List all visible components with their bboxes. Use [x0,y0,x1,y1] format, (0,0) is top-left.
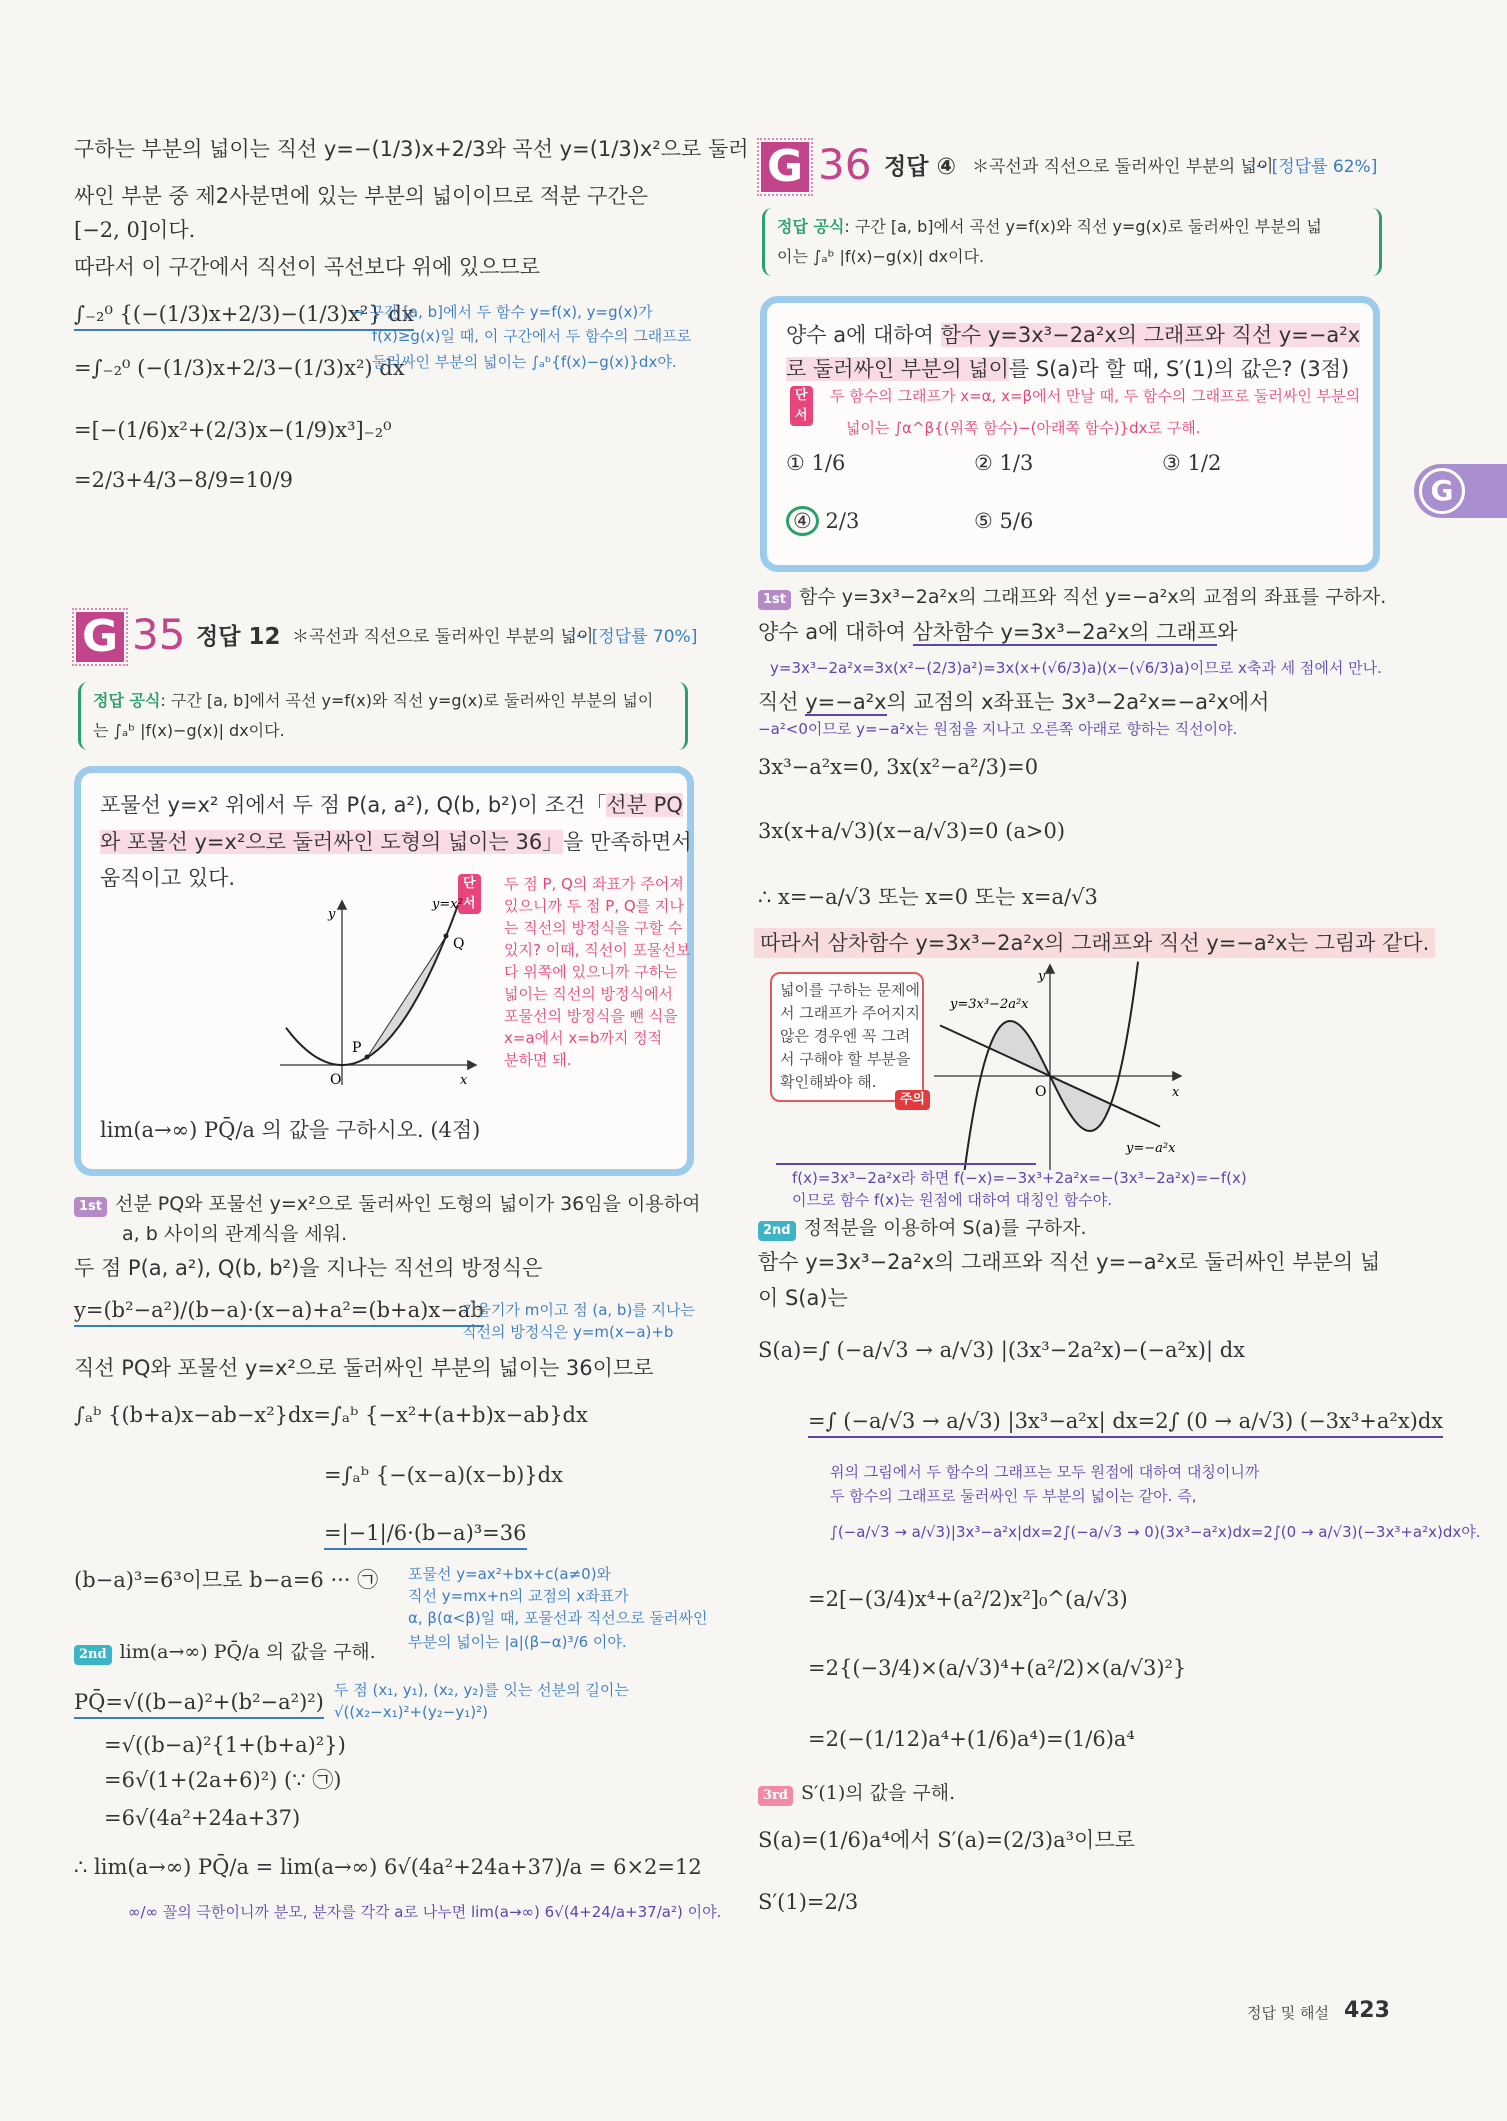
solution-line: ∫ₐᵇ {(b+a)x−ab−x²}dx=∫ₐᵇ {−x²+(a+b)x−ab}dx [74,1403,588,1427]
step-text: 정적분을 이용하여 S(a)를 구하자. [803,1217,1087,1239]
origin-label: O [1035,1084,1047,1100]
choice-value: 2/3 [825,509,860,533]
problem-text [786,354,1349,384]
hint-line: x=a에서 x=b까지 정적 [504,1029,663,1047]
side-note: √((x₂−x₁)²+(y₂−y₁)²) [334,1703,488,1721]
hint-line: 분하면 돼. [504,1051,572,1069]
side-note: ∞/∞ 꼴의 극한이니까 분모, 분자를 각각 a로 나누면 lim(a→∞) 6√(4+24/a+37/a²) 이야. [128,1903,722,1921]
point-q-label: Q [453,936,465,952]
problem-number: 36 [818,140,872,189]
parabola-graph [260,890,480,1090]
hint-line: 있으니까 두 점 P, Q를 지나 [504,897,684,915]
callout-line: 않은 경우엔 꼭 그려 [780,1027,911,1045]
problem-text-part: 양수 a에 대하여 [786,323,941,347]
x-axis-label: x [1172,1085,1180,1100]
problem-text-part: 를 S(a)라 할 때, S′(1)의 값은? (3점) [1008,357,1350,381]
enclosed-region [367,936,446,1057]
page-number: 423 [1344,1998,1390,2023]
intro-line: [−2, 0]이다. [74,218,196,242]
solution-line [758,617,1237,647]
side-note: y=3x³−2a²x=3x(x²−(2/3)a²)=3x(x+(√6/3)a)(x−(√6/3)a)이므로 x축과 세 점에서 만나. [770,659,1382,677]
correct-rate: ··· [정답률 62%] [1250,157,1378,177]
step-text: a, b 사이의 관계식을 세워. [122,1223,348,1245]
highlighted-condition: 선분 PQ [606,793,683,817]
solution-line: =|−1|/6·(b−a)³=36 [324,1518,527,1550]
step-1 [74,1190,700,1218]
hint-line: 다 위쪽에 있으니까 구하는 [504,963,678,981]
intro-equation: =[−(1/6)x²+(2/3)x−(1/9)x³]₋₂⁰ [74,418,392,442]
highlighted-condition: 로 둘러싸인 부분의 넓이 [786,357,1009,381]
choice-value: 1/3 [999,451,1034,475]
side-note: 두 점 (x₁, y₁), (x₂, y₂)를 잇는 선분의 길이는 [334,1681,629,1699]
point-p-label: P [352,1040,362,1056]
choice-3[interactable] [1162,448,1221,478]
choice-number: ⑤ [974,509,993,533]
highlighted-condition: 함수 y=3x³−2a²x의 그래프와 직선 y=−a²x [940,323,1361,347]
side-note: ∫(−a/√3 → a/√3)|3x³−a²x|dx=2∫(−a/√3 → 0)(3x³−a²x)dx=2∫(0 → a/√3)(−3x³+a²x)dx야. [830,1523,1481,1541]
step-tag: 3rd [758,1786,793,1806]
side-note: 부분의 넓이는 |a|(β−α)³/6 이야. [408,1633,627,1651]
choice-value: 5/6 [999,509,1034,533]
choice-value: 1/2 [1187,451,1222,475]
hint-line: 있지? 이때, 직선이 포물선보 [504,941,691,959]
solution-line [758,687,1269,717]
correct-rate: ··· [정답률 70%] [570,627,698,647]
choice-1[interactable] [786,448,845,478]
step-text: 선분 PQ와 포물선 y=x²으로 둘러싸인 도형의 넓이가 36임을 이용하여 [115,1193,701,1215]
solution-line: ∴ x=−a/√3 또는 x=0 또는 x=a/√3 [758,885,1098,909]
solution-line: 3x(x+a/√3)(x−a/√3)=0 (a>0) [758,819,1066,843]
choice-5[interactable] [974,506,1033,536]
solution-line: 직선 PQ와 포물선 y=x²으로 둘러싸인 부분의 넓이는 36이므로 [74,1356,654,1380]
text-part: 의 교점의 x좌표는 3x³−2a²x=−a²x에서 [886,690,1270,714]
intro-line: 따라서 이 구간에서 직선이 곡선보다 위에 있으므로 [74,255,541,279]
side-note: 두 함수의 그래프로 둘러싸인 두 부분의 넓이는 같아. 즉, [830,1487,1197,1505]
hint-line: 넓이는 ∫α^β{(위쪽 함수)−(아래쪽 함수)}dx로 구해. [846,419,1201,437]
curve-label: y=x² [432,897,463,912]
divider [776,1163,1036,1165]
problem-text: 움직이고 있다. [100,866,236,890]
problem-question: lim(a→∞) PQ̄/a 의 값을 구하시오. (4점) [100,1118,481,1142]
formula-text: : 구간 [a, b]에서 곡선 y=f(x)와 직선 y=g(x)로 둘러싸인 부분의 넓이 [160,691,654,710]
step-2 [74,1638,376,1666]
chapter-tab-label: G [1419,468,1465,514]
problem-text-part: 포물선 y=x² 위에서 두 점 P(a, a²), Q(b, b²)이 조건「 [100,793,607,817]
solution-line: =√((b−a)²{1+(b+a)²}) [104,1733,346,1757]
choice-number: ③ [1162,451,1181,475]
hint-tag: 단서 [458,874,481,914]
choice-4[interactable] [786,506,859,536]
side-note: 포물선 y=ax²+bx+c(a≠0)와 [408,1565,612,1583]
choice-2[interactable] [974,448,1033,478]
step-text: S′(1)의 값을 구해. [800,1782,956,1804]
problem-text [100,790,683,820]
section-badge: G [761,142,809,192]
step-tag: 2nd [74,1645,112,1665]
problem-text-part: 을 만족하면서 [563,830,692,854]
text-part: 와 [1217,620,1238,644]
callout-line: 넓이를 구하는 문제에 [780,981,920,999]
hint-line: 두 함수의 그래프가 x=α, x=β에서 만날 때, 두 함수의 그래프로 둘러싸인 부분의 [830,387,1361,405]
callout-line: 서 구해야 할 부분을 [780,1050,911,1068]
y-axis-label: y [1038,969,1046,984]
solution-line: 함수 y=3x³−2a²x의 그래프와 직선 y=−a²x로 둘러싸인 부분의 넓 [758,1250,1381,1274]
choice-value: 1/6 [811,451,846,475]
problem-text [786,320,1360,350]
topic-label: ＊곡선과 직선으로 둘러싸인 부분의 넓이 [972,157,1274,177]
step-text: lim(a→∞) PQ̄/a 의 값을 구해. [119,1641,376,1663]
text-part: 직선 [758,690,806,714]
formula-box-36 [762,208,1382,276]
underlined-text: y=−a²x [805,690,887,714]
solution-line: PQ̄=√((b−a)²+(b²−a²)²) [74,1687,324,1719]
choice-number: ② [974,451,993,475]
problem-number: 35 [132,610,186,659]
step-tag: 2nd [758,1221,796,1241]
hint-line: 포물선의 방정식을 뺀 식을 [504,1007,678,1025]
solution-line: 3x³−a²x=0, 3x(x²−a²/3)=0 [758,755,1039,779]
intro-note: 둘러싸인 부분의 넓이는 ∫ₐᵇ{f(x)−g(x)}dx야. [372,353,677,371]
hint-line: 는 직선의 방정식을 구할 수 [504,919,683,937]
side-note: −a²<0이므로 y=−a²x는 원점을 지나고 오른쪽 아래로 향하는 직선이야. [758,720,1238,738]
solution-line: =6√(1+(2a+6)²) (∵ ㉠) [104,1768,342,1792]
callout-line: 확인해봐야 해. [780,1073,877,1091]
intro-equation: =2/3+4/3−8/9=10/9 [74,468,293,492]
intro-note: f(x)≥g(x)일 때, 이 구간에서 두 함수의 그래프로 [372,327,692,345]
choice-number-selected: ④ [786,506,819,536]
curve-label: y=3x³−2a²x [950,997,1029,1012]
text-part: 양수 a에 대하여 [758,620,913,644]
underlined-text: 삼차함수 y=3x³−2a²x의 그래프 [912,620,1218,644]
topic-label: ＊곡선과 직선으로 둘러싸인 부분의 넓이 [292,627,594,647]
line-label: y=−a²x [1126,1141,1176,1156]
point-p [365,1055,370,1060]
solution-line: S(a)=∫ (−a/√3 → a/√3) |(3x³−2a²x)−(−a²x)| dx [758,1338,1245,1362]
origin-label: O [330,1072,342,1088]
y-axis-label: y [328,907,336,922]
intro-note: → 구간 [a, b]에서 두 함수 y=f(x), y=g(x)가 [352,303,653,321]
caution-callout [770,972,925,1107]
formula-text: 는 ∫ₐᵇ |f(x)−g(x)| dx이다. [93,721,285,740]
answer-label: 정답 12 [196,624,281,650]
chapter-side-tab[interactable] [1414,464,1507,518]
solution-line: ∴ lim(a→∞) PQ̄/a = lim(a→∞) 6√(4a²+24a+37)/a = 6×2=12 [74,1855,702,1879]
solution-line: =2{(−3/4)×(a/√3)⁴+(a²/2)×(a/√3)²} [808,1656,1187,1680]
callout-line: 서 그래프가 주어지지 [780,1004,920,1022]
step-tag: 1st [74,1197,107,1217]
step-3 [758,1779,955,1807]
hint-line: 두 점 P, Q의 좌표가 주어져 [504,875,684,893]
formula-label: 정답 공식 [777,217,845,236]
step-1 [758,583,1386,611]
side-note: 직선 y=mx+n의 교점의 x좌표가 [408,1587,629,1605]
formula-text: : 구간 [a, b]에서 곡선 y=f(x)와 직선 y=g(x)로 둘러싸인 부분의 넓 [844,217,1322,236]
solution-line: =∫ₐᵇ {−(x−a)(x−b)}dx [324,1463,563,1487]
footer-label: 정답 및 해설 [1247,2004,1329,2022]
caution-tag: 주의 [895,1090,930,1110]
hint-line: 넓이는 직선의 방정식에서 [504,985,673,1003]
parabola-curve [286,905,458,1065]
choice-number: ① [786,451,805,475]
formula-label: 정답 공식 [93,691,161,710]
solution-line: =∫ (−a/√3 → a/√3) |3x³−a²x| dx=2∫ (0 → a/√3) (−3x³+a²x)dx [808,1406,1443,1438]
solution-line: =6√(4a²+24a+37) [104,1806,301,1830]
side-note: 기울기가 m이고 점 (a, b)를 지나는 [462,1301,696,1319]
point-q [444,934,449,939]
step-text: 함수 y=3x³−2a²x의 그래프와 직선 y=−a²x의 교점의 좌표를 구하자. [799,586,1387,608]
formula-box-35 [78,682,688,750]
solution-line: y=(b²−a²)/(b−a)·(x−a)+a²=(b+a)x−ab [74,1295,484,1327]
hint-tag: 단서 [790,386,813,426]
solution-line: =2[−(3/4)x⁴+(a²/2)x²]₀^(a/√3) [808,1587,1128,1611]
solution-line: (b−a)³=6³이므로 b−a=6 ··· ㉠ [74,1568,379,1592]
intro-equation: =∫₋₂⁰ (−(1/3)x+2/3−(1/3)x²) dx [74,356,405,380]
side-note: f(x)=3x³−2a²x라 하면 f(−x)=−3x³+2a²x=−(3x³−2a²x)=−f(x) [792,1169,1247,1187]
side-note: 이므로 함수 f(x)는 원점에 대하여 대칭인 함수야. [792,1191,1113,1209]
formula-text: 이는 ∫ₐᵇ |f(x)−g(x)| dx이다. [777,247,985,266]
solution-line: 두 점 P(a, a²), Q(b, b²)을 지나는 직선의 방정식은 [74,1256,543,1280]
intro-line: 싸인 부분 중 제2사분면에 있는 부분의 넓이이므로 적분 구간은 [74,184,648,208]
answer-label: 정답 ④ [884,154,956,180]
cubic-graph [930,960,1190,1170]
solution-line: 따라서 삼차함수 y=3x³−2a²x의 그래프와 직선 y=−a²x는 그림과 같다. [754,928,1435,958]
problem-text [100,827,692,857]
section-badge: G [76,612,124,662]
highlighted-condition: 와 포물선 y=x²으로 둘러싸인 도형의 넓이는 36」 [100,830,564,854]
side-note: 직선의 방정식은 y=m(x−a)+b [462,1323,674,1341]
intro-equation: ∫₋₂⁰ {(−(1/3)x+2/3)−(1/3)x²} dx [74,299,414,331]
step-tag: 1st [758,590,791,610]
side-note: α, β(α<β)일 때, 포물선과 직선으로 둘러싸인 [408,1609,708,1627]
solution-line: =2(−(1/12)a⁴+(1/6)a⁴)=(1/6)a⁴ [808,1727,1135,1751]
intro-line: 구하는 부분의 넓이는 직선 y=−(1/3)x+2/3와 곡선 y=(1/3)x²으로 둘러 [74,137,749,161]
solution-line: S′(1)=2/3 [758,1890,859,1914]
solution-line: 이 S(a)는 [758,1286,848,1310]
solution-line: S(a)=(1/6)a⁴에서 S′(a)=(2/3)a³이므로 [758,1828,1135,1852]
side-note: 위의 그림에서 두 함수의 그래프는 모두 원점에 대하여 대칭이니까 [830,1463,1260,1481]
x-axis-label: x [460,1073,468,1088]
step-2 [758,1214,1087,1242]
